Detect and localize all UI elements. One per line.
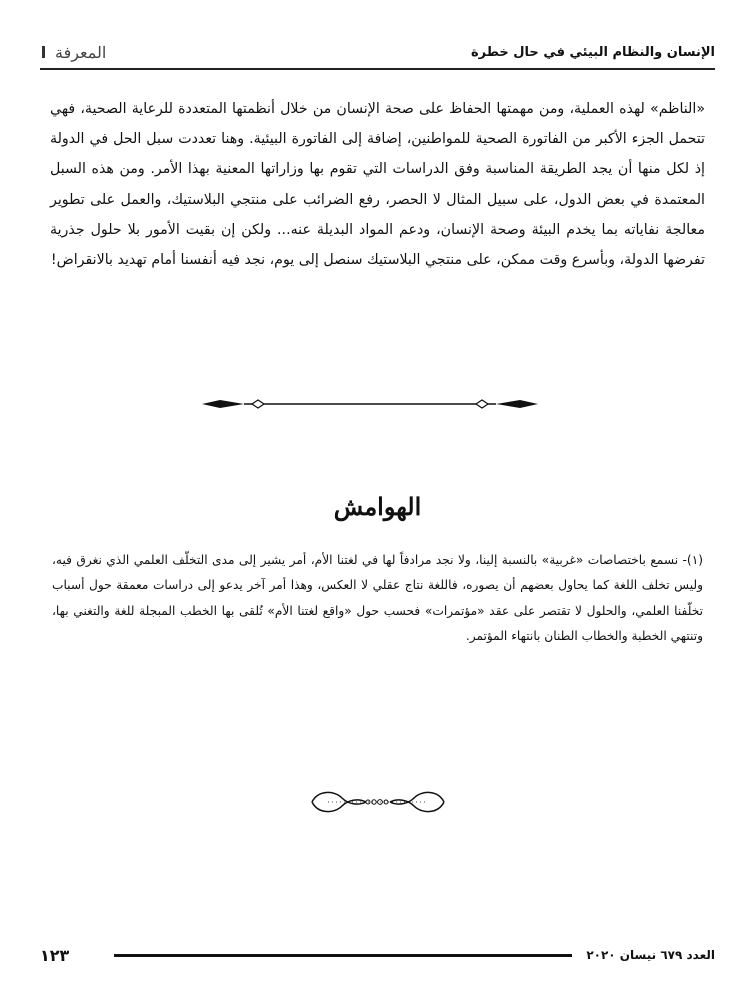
issue-info: العدد ٦٧٩ نيسان ٢٠٢٠ (586, 948, 715, 962)
article-body (50, 94, 705, 275)
logo-mark-icon (42, 46, 55, 58)
magazine-logo (40, 43, 106, 62)
logo-text: المعرفة (55, 42, 107, 62)
footer-rule (114, 954, 572, 957)
page-footer (40, 942, 715, 968)
page-header (40, 36, 715, 70)
page-number: ١٢٣ (40, 945, 70, 965)
running-title: الإنسان والنظام البيئي في حال خطرة (470, 44, 715, 60)
closing-ornament-icon (308, 784, 448, 820)
footnotes (52, 548, 703, 650)
footnote-1: (١)- نسمع باختصاصات «غربية» بالنسبة إلينا، ولا نجد مرادفاً لها في لغتنا الأم، أمر يشير إلى مدى التخلّف العلمي الذي نغرق فيه، وليس تخلف اللغة كما يحاول بعضهم أن يصوره، فاللغة نتاج عقلي لا العكس، وهذا أمر آخر يدعو إلى دراسات معمقة حول أسباب تخلّفنا العلمي، والحلول لا تقتصر على عقد «مؤتمرات» فحسب حول «واقع لغتنا الأم» تُلقى بها الخطب المبجلة للغة والتغني بها، وتنتهي الخطبة والخطاب الطنان بانتهاء المؤتمر. (52, 553, 703, 644)
body-paragraph: «الناظم» لهذه العملية، ومن مهمتها الحفاظ على صحة الإنسان من خلال أنظمتها المتعددة للرعاية الصحية، فهي تتحمل الجزء الأكبر من الفاتورة الصحية للمواطنين، إضافة إلى الفاتورة البيئية. وهنا تعددت سبل الحل في الدولة إذ لكل منها أن يجد الطريقة المناسبة وفق الدراسات التي تقوم بها وزاراتها المعنية بهذا الأمر. ومن هذه السبل المعتمدة في بعض الدول، على سبيل المثال لا الحصر، رفع الضرائب على منتجي البلاستيك، والعمل على تطوير معالجة نفاياته بما يخدم البيئة وصحة الإنسان، ودعم المواد البديلة عنه... ولكن إن بقيت الأمور بلا حلول جذرية تفرضها الدولة، وبأسرع وقت ممكن، على منتجي البلاستيك سنصل إلى يوم، نجد فيه أنفسنا أمام تهديد بالانقراض! (50, 101, 705, 269)
section-divider-icon (200, 394, 540, 414)
notes-heading: الهوامش (333, 492, 422, 521)
